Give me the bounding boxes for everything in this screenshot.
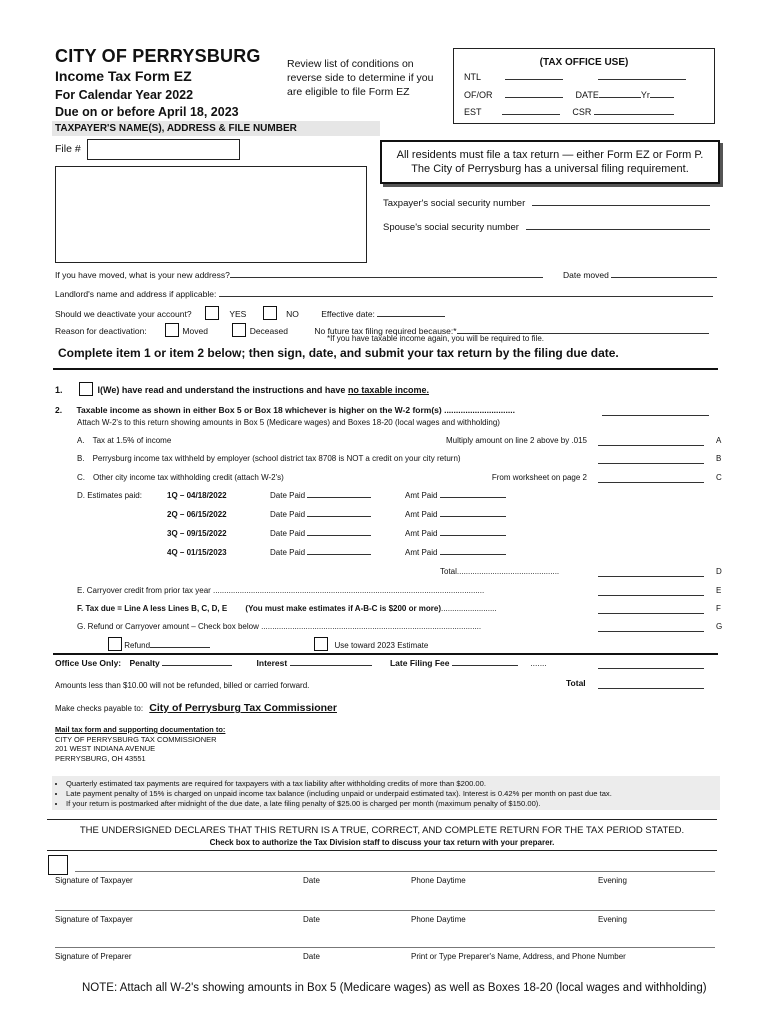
item-1-row xyxy=(55,382,429,396)
line-amount-input[interactable] xyxy=(598,452,704,464)
universal-filing-notice xyxy=(380,140,720,184)
line-text: Tax at 1.5% of income xyxy=(92,436,172,445)
office-box-title: (TAX OFFICE USE) xyxy=(539,57,629,68)
section-divider xyxy=(53,368,718,370)
line-f-text: F. Tax due = Line A less Lines B, C, D, E xyxy=(77,604,228,613)
min-amount-note: Amounts less than $10.00 will not be refunded, billed or carried forward. xyxy=(55,681,310,690)
use-toward-estimate-label: Use toward 2023 Estimate xyxy=(334,641,429,650)
mail-line: 201 WEST INDIANA AVENUE xyxy=(55,744,156,753)
date-paid-input[interactable] xyxy=(307,516,371,517)
est-label: EST xyxy=(464,107,482,117)
tax-line-row xyxy=(77,454,461,463)
item-2-number: 2. xyxy=(55,405,63,415)
estimates-total: Total.............................................. xyxy=(440,567,560,576)
date-paid-label: Date Paid xyxy=(270,491,306,500)
review-note: Review list of conditions on reverse side to determine if you are eligible to file Form EZ xyxy=(287,58,434,98)
total-label: Total xyxy=(566,678,586,688)
declaration-text: THE UNDERSIGNED DECLARES THAT THIS RETURN IS A TRUE, CORRECT, AND COMPLETE RETURN FOR THE TAX PERIOD STATED. xyxy=(79,825,685,836)
deactivate-question: Should we deactivate your account? xyxy=(55,309,192,319)
landlord-row xyxy=(55,289,713,299)
line-f-letter: F xyxy=(716,604,721,613)
moved-checkbox[interactable] xyxy=(165,323,179,337)
city-title: CITY OF PERRYSBURG xyxy=(55,46,261,66)
signature-who: Signature of Taxpayer xyxy=(55,876,133,885)
tax-line-row xyxy=(77,436,171,445)
preparer-authorization-note: Check box to authorize the Tax Division staff to discuss your tax return with your preparer. xyxy=(209,838,555,847)
deceased-label: Deceased xyxy=(249,326,288,336)
amt-paid-input[interactable] xyxy=(440,535,506,536)
notice-text: All residents must file a tax return — either Form EZ or Form P. The City of Perrysburg has a universal filing requirement. xyxy=(396,149,704,175)
spouse-ssn-label: Spouse's social security number xyxy=(383,222,519,233)
instructions-heading: Complete item 1 or item 2 below; then sign, date, and submit your tax return by the filing due date. xyxy=(58,346,619,360)
signature-labels xyxy=(55,915,725,927)
preparer-authorization-checkbox[interactable] xyxy=(48,855,68,875)
line-f-row xyxy=(77,604,497,613)
line-e-letter: E xyxy=(716,586,722,595)
office-divider xyxy=(53,653,718,655)
signature-who: Signature of Taxpayer xyxy=(55,915,133,924)
signature-phone: Phone Daytime xyxy=(411,915,466,924)
item-1-text: I(We) have read and understand the instructions and have xyxy=(97,385,348,395)
spouse-ssn-input[interactable] xyxy=(526,229,710,230)
payable-to: City of Perrysburg Tax Commissioner xyxy=(149,702,337,714)
line-d-input[interactable] xyxy=(598,565,704,577)
date-moved-row xyxy=(563,270,717,280)
signature-who: Signature of Preparer xyxy=(55,952,132,961)
line-f-dots: ......................... xyxy=(441,604,497,613)
line-right-note: Multiply amount on line 2 above by .015 xyxy=(446,436,587,445)
line-text: Other city income tax withholding credit (attach W-2's) xyxy=(93,473,284,482)
interest-label: Interest xyxy=(256,658,288,668)
mail-to-block xyxy=(55,725,225,763)
footer-note: NOTE: Attach all W-2's showing amounts in Box 5 (Medicare wages) as well as Boxes 18-20 (local wages and withholding) xyxy=(82,982,707,994)
estimate-amt-paid xyxy=(405,491,506,500)
taxpayer-heading-bar xyxy=(52,121,380,136)
deactivation-footnote: *If you have taxable income again, you will be required to file. xyxy=(327,334,545,343)
signature-line[interactable] xyxy=(55,947,715,948)
line-key: A. xyxy=(77,436,85,445)
signature-date: Date xyxy=(303,952,320,961)
date-moved-input[interactable] xyxy=(611,277,717,278)
bullet-item: • Late payment penalty of 15% is charged on unpaid income tax balance (including unpaid or underpaid estimated tax). Interest is 0.42% per month on past due tax. xyxy=(66,789,720,799)
date-paid-label: Date Paid xyxy=(270,529,306,538)
new-address-row xyxy=(55,270,543,280)
declaration-box xyxy=(47,819,717,851)
estimate-quarter xyxy=(167,510,227,519)
line-key: C. xyxy=(77,473,85,482)
date-paid-label: Date Paid xyxy=(270,548,306,557)
office-late-fee-total-input[interactable] xyxy=(598,658,704,669)
amt-paid-input[interactable] xyxy=(440,554,506,555)
no-future-label: No future tax filing required because:* xyxy=(314,326,457,336)
refund-label: Refund xyxy=(124,641,151,650)
total-input[interactable] xyxy=(598,678,704,689)
signature-line[interactable] xyxy=(55,910,715,911)
line-g-text: G. Refund or Carryover amount – Check box below ................................................................................................... xyxy=(77,622,482,631)
bullet-item: • Quarterly estimated tax payments are required for taxpayers with a tax liability after withholding credits of more than $200.00. xyxy=(66,779,720,789)
deactivate-row xyxy=(55,306,445,320)
file-number-input[interactable] xyxy=(87,139,240,160)
line-letter: B xyxy=(716,454,722,463)
line-text: Perrysburg income tax withheld by employer (school district tax 8708 is NOT a credit on your city return) xyxy=(92,454,461,463)
estimate-amt-paid xyxy=(405,510,506,519)
mail-line: CITY OF PERRYSBURG TAX COMMISSIONER xyxy=(55,734,217,744)
penalty-input[interactable] xyxy=(162,665,232,666)
name-address-box[interactable] xyxy=(55,166,367,263)
office-use-label: Office Use Only: xyxy=(55,658,122,668)
ntl-label: NTL xyxy=(464,72,481,82)
ssn-row xyxy=(383,198,710,209)
item-2-attach-note: Attach W-2's to this return showing amounts in Box 5 (Medicare wages) and Boxes 18-20 (local wages and withholding) xyxy=(77,418,500,427)
quarter-label: 1Q – 04/18/2022 xyxy=(167,491,227,500)
estimate-date-paid xyxy=(270,529,371,538)
landlord-label: Landlord's name and address if applicable: xyxy=(55,289,217,299)
effective-date-label: Effective date: xyxy=(321,309,375,319)
reason-label: Reason for deactivation: xyxy=(55,326,147,336)
yes-label: YES xyxy=(229,309,247,319)
office-use-only-row xyxy=(55,658,547,668)
due-date: Due on or before April 18, 2023 xyxy=(55,105,239,119)
signature-phone: Phone Daytime xyxy=(411,876,466,885)
yr-label: Yr xyxy=(640,90,650,100)
refund-checkbox[interactable] xyxy=(108,637,122,651)
date-moved-label: Date moved xyxy=(563,270,609,280)
estimate-amt-paid xyxy=(405,529,506,538)
line-amount-input[interactable] xyxy=(598,434,704,446)
amt-paid-input[interactable] xyxy=(440,516,506,517)
signature-labels xyxy=(55,952,725,964)
estimate-date-paid xyxy=(270,548,371,557)
new-address-label: If you have moved, what is your new address? xyxy=(55,270,230,280)
item-1-number: 1. xyxy=(55,385,63,395)
line-letter: A xyxy=(716,436,722,445)
signature-evening: Evening xyxy=(598,915,627,924)
tax-office-use-box xyxy=(453,48,715,124)
quarter-label: 3Q – 09/15/2022 xyxy=(167,529,227,538)
amt-paid-input[interactable] xyxy=(440,497,506,498)
estimate-quarter xyxy=(167,491,227,500)
new-address-input[interactable] xyxy=(230,277,543,278)
line-f-input[interactable] xyxy=(598,602,704,614)
estimate-amt-paid xyxy=(405,548,506,557)
mail-line: PERRYSBURG, OH 43551 xyxy=(55,753,146,763)
penalty-label: Penalty xyxy=(129,658,160,668)
amt-paid-label: Amt Paid xyxy=(405,491,438,500)
use-toward-estimate-checkbox[interactable] xyxy=(314,637,328,651)
signature-line[interactable] xyxy=(75,871,715,872)
signature-date: Date xyxy=(303,915,320,924)
line-e-text: E. Carryover credit from prior tax year .......................................................................................................................... xyxy=(77,586,485,595)
signature-phone: Print or Type Preparer's Name, Address, and Phone Number xyxy=(411,952,626,961)
ssn-label: Taxpayer's social security number xyxy=(383,198,526,209)
spouse-ssn-row xyxy=(383,222,710,233)
late-fee-input[interactable] xyxy=(452,665,518,666)
estimate-date-paid xyxy=(270,491,371,500)
signature-date: Date xyxy=(303,876,320,885)
taxable-income-input[interactable] xyxy=(602,404,709,416)
line-f-estimate-note: (You must make estimates if A-B-C is $200 or more) xyxy=(245,604,442,613)
file-label: File # xyxy=(55,143,81,155)
line-letter: C xyxy=(716,473,722,482)
date-label: DATE xyxy=(575,90,599,100)
form-header xyxy=(55,46,261,119)
line-e-input[interactable] xyxy=(598,584,704,596)
mail-heading: Mail tax form and supporting documentation to: xyxy=(55,725,226,734)
item-1-no-taxable: no taxable income. xyxy=(347,385,429,395)
notes-bullets-box xyxy=(52,776,720,810)
amt-paid-label: Amt Paid xyxy=(405,548,438,557)
no-checkbox[interactable] xyxy=(263,306,277,320)
date-paid-label: Date Paid xyxy=(270,510,306,519)
landlord-input[interactable] xyxy=(219,296,713,297)
late-fee-label: Late Filing Fee xyxy=(389,658,450,668)
csr-label: CSR xyxy=(572,107,592,117)
line-right-note: From worksheet on page 2 xyxy=(491,473,587,482)
estimate-quarter xyxy=(167,548,227,557)
amt-paid-label: Amt Paid xyxy=(405,510,438,519)
item-2-row xyxy=(55,405,515,415)
moved-label: Moved xyxy=(182,326,208,336)
yes-checkbox[interactable] xyxy=(205,306,219,320)
no-taxable-income-checkbox[interactable] xyxy=(79,382,93,396)
line-amount-input[interactable] xyxy=(598,471,704,483)
estimate-date-paid xyxy=(270,510,371,519)
estimates-label: D. Estimates paid: xyxy=(77,491,142,500)
interest-input[interactable] xyxy=(290,665,372,666)
payable-row xyxy=(55,702,337,714)
file-number-row xyxy=(55,143,81,155)
tax-line-row xyxy=(77,473,284,482)
no-label: NO xyxy=(286,309,299,319)
ofor-label: OF/OR xyxy=(464,90,493,100)
refund-options-row xyxy=(108,637,428,651)
line-d-letter: D xyxy=(716,567,722,576)
payable-label: Make checks payable to: xyxy=(55,704,144,713)
item-2-text: Taxable income as shown in either Box 5 or Box 18 whichever is higher on the W-2 form(s) .............................. xyxy=(76,405,515,415)
date-paid-input[interactable] xyxy=(307,535,371,536)
line-key: B. xyxy=(77,454,85,463)
taxpayer-heading: TAXPAYER'S NAME(S), ADDRESS & FILE NUMBER xyxy=(55,123,297,134)
deceased-checkbox[interactable] xyxy=(232,323,246,337)
amt-paid-label: Amt Paid xyxy=(405,529,438,538)
effective-date-input[interactable] xyxy=(377,316,445,317)
bullet-item: • If your return is postmarked after midnight of the due date, a late filing penalty of $25.00 is charged per month (maximum penalty of $150.00). xyxy=(66,799,720,809)
quarter-label: 4Q – 01/15/2023 xyxy=(167,548,227,557)
line-g-letter: G xyxy=(716,622,723,631)
line-g-input[interactable] xyxy=(598,620,704,632)
signature-evening: Evening xyxy=(598,876,627,885)
date-paid-input[interactable] xyxy=(307,497,371,498)
quarter-label: 2Q – 06/15/2022 xyxy=(167,510,227,519)
date-paid-input[interactable] xyxy=(307,554,371,555)
ssn-input[interactable] xyxy=(532,205,710,206)
office-dots: ....... xyxy=(530,658,547,668)
signature-labels xyxy=(55,876,725,888)
estimate-quarter xyxy=(167,529,227,538)
tax-year: For Calendar Year 2022 xyxy=(55,88,194,102)
form-title: Income Tax Form EZ xyxy=(55,68,192,84)
